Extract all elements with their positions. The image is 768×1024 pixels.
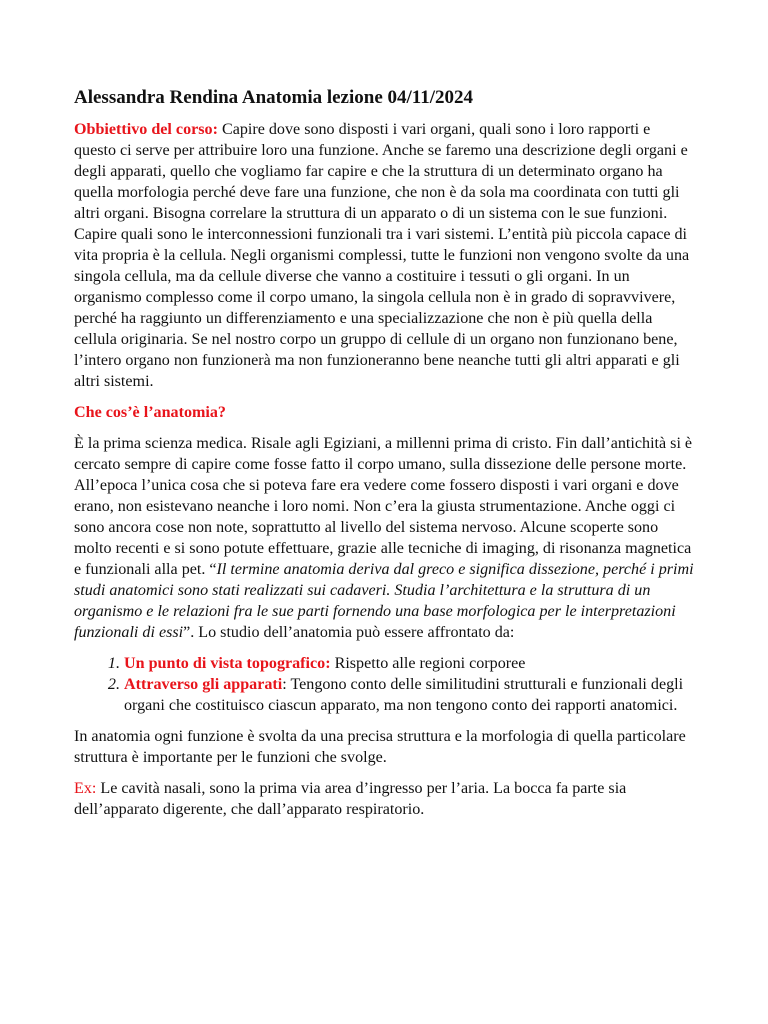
anatomy-text-after: ”. Lo studio dell’anatomia può essere affrontato da: bbox=[183, 624, 515, 641]
approach-list bbox=[74, 653, 696, 716]
section-heading: Che cos’è l’anatomia? bbox=[74, 404, 226, 421]
anatomy-text-before: È la prima scienza medica. Risale agli Egiziani, a millenni prima di cristo. Fin dall’antichità si è cercato sempre di capire come fosse fatto il corpo umano, sulla dissezione delle persone morte. All’epoca l’unica cosa che si poteva fare era vedere come fossero disposti i vari organi e dove erano, non esistevano neanche i loro nomi. Non c’era la giusta strumentazione. Anche oggi ci sono ancora cose non note, soprattutto al livello del sistema nervoso. Alcune scoperte sono molto recenti e si sono potute effettuare, grazie alle tecniche di imaging, di risonanza magnetica e funzionali alla pet. “ bbox=[74, 435, 693, 578]
document-page bbox=[74, 86, 696, 830]
example-text: Le cavità nasali, sono la prima via area d’ingresso per l’aria. La bocca fa parte sia dell’apparato digerente, che dall’apparato respiratorio. bbox=[74, 780, 627, 818]
list-item-text: : Tengono conto delle similitudini strutturali e funzionali degli organi che costituisco ciascun apparato, ma non tengono conto dei rapporti anatomici. bbox=[124, 676, 684, 714]
list-item bbox=[124, 653, 696, 674]
document-title: Alessandra Rendina Anatomia lezione 04/11/2024 bbox=[74, 87, 474, 108]
anatomy-paragraph bbox=[74, 433, 696, 643]
anatomy-quote: Il termine anatomia deriva dal greco e significa dissezione, perché i primi studi anatomici sono stati realizzati sui cadaveri. Studia l’architettura e la struttura di un organismo e le relazioni fra le sue parti fornendo una base morfologica per le interpretazioni funzionali di essi bbox=[74, 561, 694, 641]
intro-paragraph bbox=[74, 119, 696, 392]
intro-label: Obbiettivo del corso: bbox=[74, 121, 218, 138]
intro-text: Capire dove sono disposti i vari organi, quali sono i loro rapporti e questo ci serve per attribuire loro una funzione. Anche se faremo una descrizione degli organi e degli apparati, quello che vogliamo far capire e che la struttura di un determinato organo ha quella morfologia perché deve fare una funzione, che non è da sola ma coordinata con tutti gli altri organi. Bisogna correlare la struttura di un apparato o di un sistema con le sue funzioni. Capire quali sono le interconnessioni funzionali tra i vari sistemi. L’entità più piccola capace di vita propria è la cellula. Negli organismi complessi, tutte le funzioni non vengono svolte da una singola cellula, ma da cellule diverse che vanno a costituire i tessuti o gli organi. In un organismo complesso come il corpo umano, la singola cellula non è in grado di sopravvivere, perché ha raggiunto un differenziamento e una specializzazione che non è più quella della cellula originaria. Se nel nostro corpo un gruppo di cellule di un organo non funzionano bene, l’intero organo non funzionerà ma non funzioneranno bene neanche tutti gli altri apparati e gli altri sistemi. bbox=[74, 121, 690, 390]
function-paragraph: In anatomia ogni funzione è svolta da una precisa struttura e la morfologia di quella particolare struttura è importante per le funzioni che svolge. bbox=[74, 728, 686, 766]
example-label: Ex: bbox=[74, 780, 97, 797]
list-item bbox=[124, 674, 696, 716]
example-paragraph bbox=[74, 778, 696, 820]
list-item-label: Un punto di vista topografico: bbox=[124, 655, 331, 672]
list-item-label: Attraverso gli apparati bbox=[124, 676, 283, 693]
list-item-text: Rispetto alle regioni corporee bbox=[330, 655, 526, 672]
